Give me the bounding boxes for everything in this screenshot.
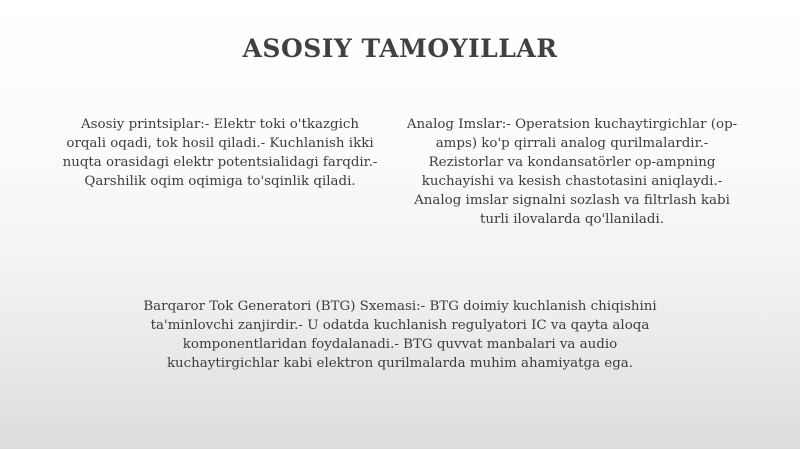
- text-block-btg-circuit: Barqaror Tok Generatori (BTG) Sxemasi:- BTG doimiy kuchlanish chiqishini ta'minlovchi zanjirdir.- U odatda kuchlanish regulyatori IC va qayta aloqa komponentlaridan foydalanadi.- BTG quvvat manbalari va audio kuchaytirgichlar kabi elektron qurilmalarda muhim ahamiyatga ega.: [143, 299, 657, 371]
- text-block-analog-ics: Analog Imslar:- Operatsion kuchaytirgichlar (op-amps) ko'p qirrali analog qurilmalardir.- Rezistorlar va kondansatörler op-ampning kuchayishi va kesish chastotasini aniqlaydi.- Analog imslar signalni sozlash va filtrlash kabi turli ilovalarda qo'llaniladi.: [406, 117, 738, 227]
- text-block-basic-principles: Asosiy printsiplar:- Elektr toki o'tkazgich orqali oqadi, tok hosil qiladi.- Kuchlanish ikki nuqta orasidagi elektr potentsialidagi farqdir.- Qarshilik oqim oqimiga to'sqinlik qiladi.: [62, 117, 378, 189]
- slide-title: ASOSIY TAMOYILLAR: [242, 34, 558, 63]
